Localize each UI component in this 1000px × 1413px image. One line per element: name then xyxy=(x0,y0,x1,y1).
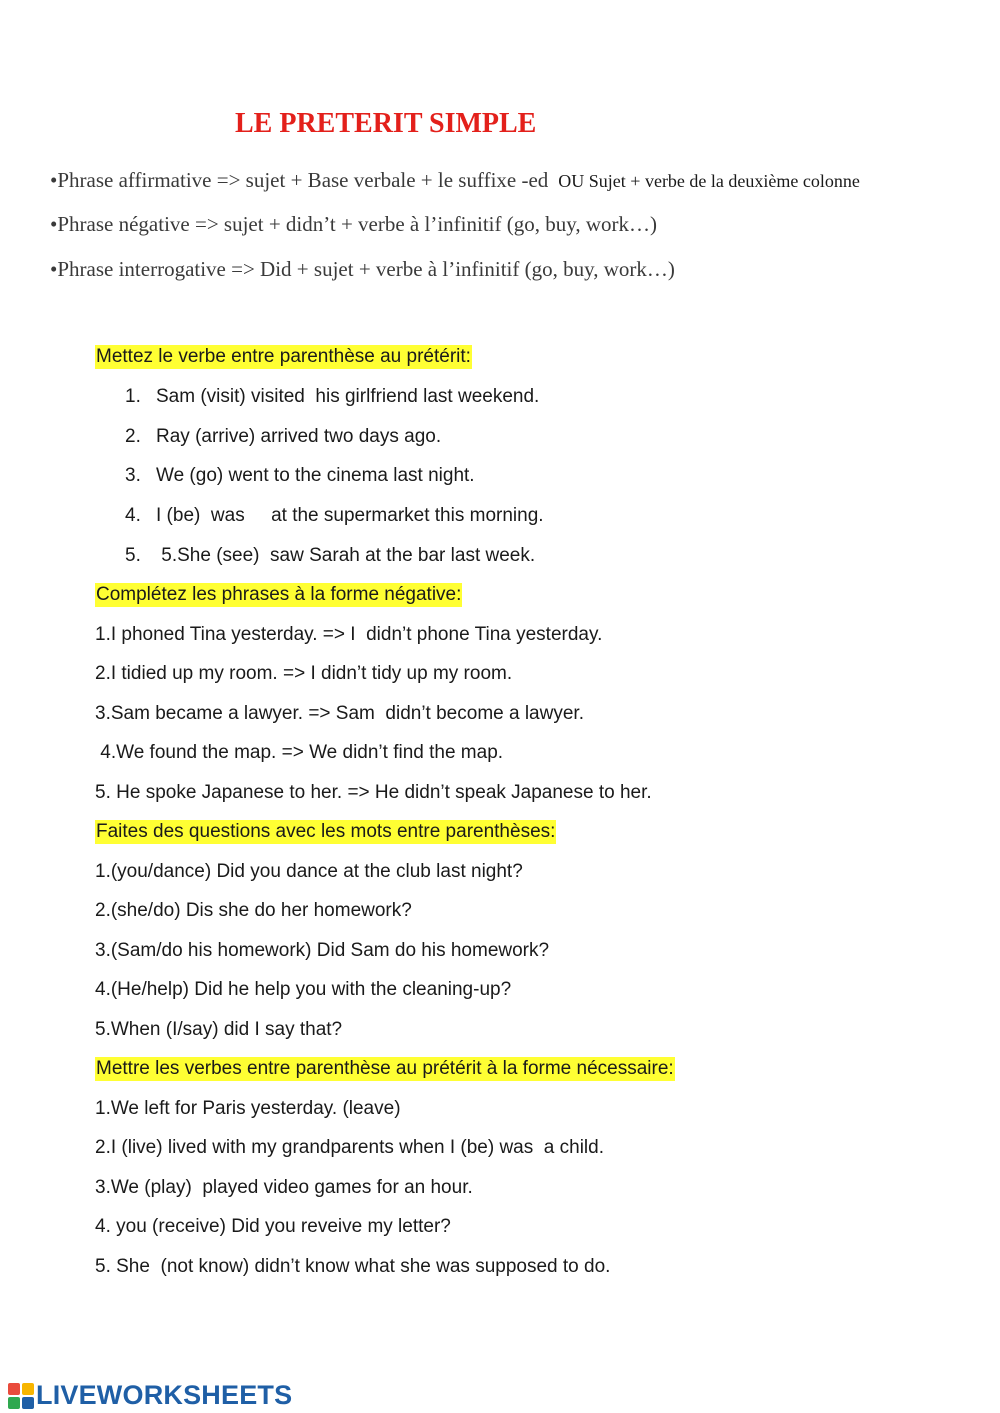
list-item-number: 1. xyxy=(125,386,141,407)
section-heading-2: Complétez les phrases à la forme négative: xyxy=(96,584,462,605)
list-item: 5.When (I/say) did I say that? xyxy=(95,1019,343,1040)
list-item-text: Sam (visit) visited his girlfriend last weekend. xyxy=(156,386,540,407)
page-title: LE PRETERIT SIMPLE xyxy=(235,108,537,139)
list-item-text: We (go) went to the cinema last night. xyxy=(156,465,475,486)
list-item: 4.We found the map. => We didn’t find the map. xyxy=(95,742,504,763)
list-item-text: Ray (arrive) arrived two days ago. xyxy=(156,426,442,447)
list-item: 2.(she/do) Dis she do her homework? xyxy=(95,900,412,921)
liveworksheets-brand: LIVEWORKSHEETS xyxy=(36,1380,293,1410)
list-item xyxy=(125,425,441,449)
rule-affirmative xyxy=(50,168,860,193)
list-item xyxy=(125,464,475,488)
list-item-number: 3. xyxy=(125,465,141,486)
list-item-text: 5.She (see) saw Sarah at the bar last week. xyxy=(156,545,536,566)
liveworksheets-logo[interactable] xyxy=(8,1380,292,1410)
list-item xyxy=(125,385,539,409)
section-heading-3: Faites des questions avec les mots entre parenthèses: xyxy=(96,821,556,842)
list-item xyxy=(125,504,544,528)
section-heading-1: Mettez le verbe entre parenthèse au prétérit: xyxy=(96,346,471,367)
list-item: 1.(you/dance) Did you dance at the club last night? xyxy=(95,861,523,882)
list-item: 2.I tidied up my room. => I didn’t tidy up my room. xyxy=(95,663,513,684)
section-heading-4: Mettre les verbes entre parenthèse au prétérit à la forme nécessaire: xyxy=(96,1058,674,1079)
list-item: 5. She (not know) didn’t know what she was supposed to do. xyxy=(95,1256,611,1277)
list-item: 3.(Sam/do his homework) Did Sam do his homework? xyxy=(95,940,550,961)
list-item: 1.We left for Paris yesterday. (leave) xyxy=(95,1098,401,1119)
list-item: 3.We (play) played video games for an hour. xyxy=(95,1177,473,1198)
list-item: 3.Sam became a lawyer. => Sam didn’t become a lawyer. xyxy=(95,703,584,724)
list-item-text: I (be) was at the supermarket this morning. xyxy=(156,505,544,526)
list-item xyxy=(125,544,535,568)
list-item: 2.I (live) lived with my grandparents when I (be) was a child. xyxy=(95,1137,604,1158)
list-item: 4.(He/help) Did he help you with the cleaning-up? xyxy=(95,979,512,1000)
list-item-number: 5. xyxy=(125,545,141,566)
list-item: 4. you (receive) Did you reveive my letter? xyxy=(95,1216,451,1237)
rule-affirmative-note: OU Sujet + verbe de la deuxième colonne xyxy=(558,171,860,191)
list-item: 1.I phoned Tina yesterday. => I didn’t phone Tina yesterday. xyxy=(95,624,603,645)
rule-affirmative-text: •Phrase affirmative => sujet + Base verbale + le suffixe -ed xyxy=(50,168,549,192)
list-item-number: 2. xyxy=(125,426,141,447)
list-item-number: 4. xyxy=(125,505,141,526)
rule-interrogative: •Phrase interrogative => Did + sujet + verbe à l’infinitif (go, buy, work…) xyxy=(50,257,675,281)
liveworksheets-logo-icon xyxy=(8,1383,34,1409)
rule-negative: •Phrase négative => sujet + didn’t + verbe à l’infinitif (go, buy, work…) xyxy=(50,212,658,236)
list-item: 5. He spoke Japanese to her. => He didn’t speak Japanese to her. xyxy=(95,782,652,803)
